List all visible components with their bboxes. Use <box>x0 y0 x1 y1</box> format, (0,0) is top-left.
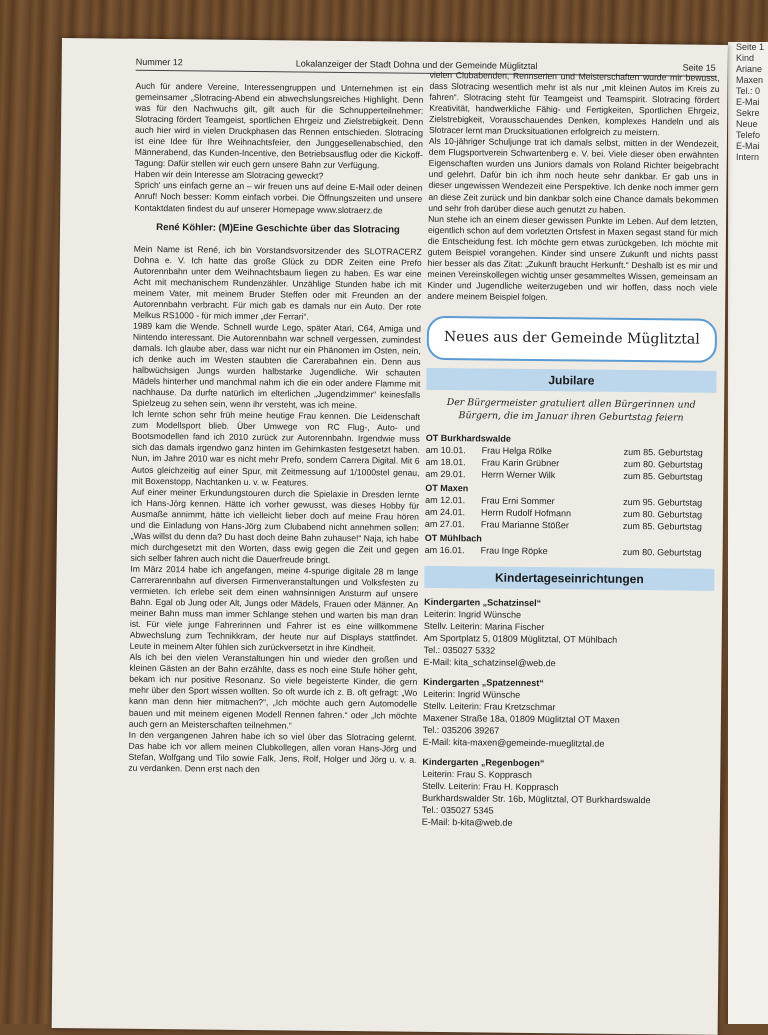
jubilare-name: Frau Erni Sommer <box>481 495 555 507</box>
kita-detail: Tel.: 035206 39267 <box>422 724 500 736</box>
jubilare-date: am 27.01. <box>424 518 466 530</box>
jubilare-name: Frau Marianne Stößer <box>480 519 570 531</box>
article-paragraph: In den vergangenen Jahren habe ich so viel über das Slotracing gelernt. Das habe ich vor allem meinen Clubkollegen, allen voran Hans-Jörg und Stefan, Wolfgang und Tilo sowie Falk, Jens, Rolf, Holger und Jörg u. v. a. zu verdanken. Denn erst nach den <box>128 729 417 774</box>
kita-detail: Leiterin: Ingrid Wünsche <box>423 688 521 700</box>
adjacent-page-line: E-Mai <box>736 141 760 151</box>
jubilare-heading: Jubilare <box>426 368 716 393</box>
jubilare-date: am 12.01. <box>425 494 466 506</box>
kita-entry <box>423 596 714 671</box>
article-title: René Köhler: (M)Eine Geschichte über das Slotracing <box>156 221 400 236</box>
contact-paragraph: Sprich' uns einfach gerne an – wir freuen uns auf deine E-Mail oder deinen Anruf! Noch besser: Komm einfach vorbei. Die Öffnungszeiten und unsere Kontaktdaten findest du auf unserer Homepage www.slotraerz.de <box>134 180 423 215</box>
article-paragraph: Als 10-jähriger Schuljunge trat ich damals selbst, mitten in der Wendezeit, dem Flugsportverein Schwartenberg e. V. bei. Viele dieser oben erwähnten Eigenschaften wurden uns Juniors damals von Roland Richter beigebracht und gelehrt. Dafür bin ich ihm noch heute sehr dankbar. Er gab uns in dieser ungewissen Wendezeit eine Perspektive. Ich denke noch immer gern an diese Zeit zurück und bin dankbar solch eine Chance damals bekommen und sehr froh darüber diese auch genutzt zu haben. <box>428 136 719 215</box>
adjacent-page-line: Neue <box>736 119 758 129</box>
kita-list <box>422 596 714 831</box>
adjacent-page-line: Seite 1 <box>736 42 765 52</box>
article-paragraph: Auf einer meiner Erkundungstouren durch die Spielaxie in Dresden lernte ich Hans-Jörg kennen. Hätte ich vorher gewusst, was dieses Hobby für Ausmaße annimmt, hätte ich vielleicht lieber doch auf meine Frau hören und die Einladung von Hans-Jörg zum Clubabend nicht annehmen sollen: „Was willst du denn da? Du hast doch deine Bahn zuhause!“ Naja, ich habe mich durchgesetzt mit den Worten, dass ewig gegen die Zeit und gegen sich selber fahren auch nicht die Dauerfreude bringt. <box>130 486 420 565</box>
kita-detail: E-Mail: kita_schatzinsel@web.de <box>423 656 556 669</box>
jubilare-name: Herrn Rudolf Hofmann <box>481 507 572 519</box>
article-paragraph: Nun stehe ich an einem dieser gewissen Punkte im Leben. Auf dem letzten, eigentlich schon auf dem vorletzten Ortsfest in Maxen segast stand für mich die Entscheidung fest. Ich möchte gern etwas zurückgeben. Ich möchte mit gutem Beispiel vorangehen. Kinder sind unsere Zukunft und nichts passt hier besser als das Zitat: „Zukunft braucht Herkunft.“ Deshalb ist es mir und meinen Vereinskollegen wichtig unser gesammeltes Wissen, gemeinsam an Kinder und Jugendliche weiterzugeben und wir hoffen, dass noch viele andere meinem Beispiel folgen. <box>427 213 719 303</box>
kita-detail: Stellv. Leiterin: Frau Kretzschmar <box>422 700 556 713</box>
jubilare-age: zum 85. Geburtstag <box>622 520 703 532</box>
kita-name: Kindergarten „Regenbogen“ <box>422 756 545 769</box>
kita-detail: Tel.: 035027 5332 <box>423 644 496 656</box>
jubilare-place: OT Maxen <box>425 482 469 494</box>
adjacent-page-line: Telefo <box>736 130 761 140</box>
article-paragraph: Im März 2014 habe ich angefangen, meine 4-spurige digitale 28 m lange Carrerarennbahn auf diversen Firmenveranstaltungen und Volksfesten zu vermieten. Ich erlebe seit dem einen wahnsinnigen Ansturm auf unsere Bahn. Egal ob Jung oder Alt, Jungs oder Mädels, Frauen oder Männer. An meiner Bahn muss man immer Schlange stehen und warten bis man dran ist. Für viele junge Fahrerinnen und Fahrer ist es eine willkommene Abwechslung zum Technikkram, der heute nur auf Displays stattfindet. Leute in meinem Alter fühlen sich zurückversetzt in ihre Kindheit. <box>129 563 419 654</box>
kita-detail: Burkhardswalder Str. 16b, Müglitztal, OT Burkhardswalde <box>422 792 651 806</box>
kita-detail: Leiterin: Frau S. Kopprasch <box>422 768 532 780</box>
jubilare-name: Frau Inge Röpke <box>480 545 548 557</box>
section-banner: Neues aus der Gemeinde Müglitztal <box>427 316 717 363</box>
article-paragraph: 1989 kam die Wende. Schnell wurde Lego, später Atari, C64, Amiga und Nintendo interessant. Die Autorennbahn war schnell vergessen, zumindest damals. Ich glaube aber, dass war nicht nur ein Phänomen im Osten, nein, ich denke auch im Westen staubten die Carerabahnen ein. Denn aus halbwüchsigen Jungs wurden halbstarke Jugendliche. Wir schauten Mädels hinterher und manchmal nahm ich die ein oder andere Flamme mit nachhause. Da durfte natürlich im elterlichen „Jugendzimmer“ keinesfalls Spielzeug zu sehen sein, wenn ihr versteht, was ich meine. <box>132 320 422 411</box>
jubilare-row <box>425 518 715 533</box>
jubilare-name: Frau Helga Rölke <box>481 445 552 457</box>
article-paragraph: vielen Clubabenden, Rennserien und Meisterschaften wurde mir bewusst, dass Slotracing wesentlich mehr ist als nur „mit kleinen Autos im Kreis zu fahren“. Slotracing steht für Teamgeist und Teamspirit. Slotracing fördert Kreativität, handwerkliche Fähig- und Fertigkeiten, Sportlichen Ehrgeiz, Zielstrebigkeit, Vorausschauendes Denken, komplexes Handeln und als Slotracer lernt man Drucksituationen erfolgreich zu meistern. <box>429 69 720 138</box>
kita-detail: Tel.: 035027 5345 <box>421 804 494 816</box>
adjacent-page-line: E-Mai <box>736 97 760 107</box>
adjacent-page-line: Intern <box>736 152 760 162</box>
kita-name: Kindergarten „Schatzinsel“ <box>424 596 542 609</box>
jubilare-age: zum 85. Geburtstag <box>623 446 703 458</box>
kita-detail: Leiterin: Ingrid Wünsche <box>423 608 522 620</box>
jubilare-name: Herrn Werner Wilk <box>481 469 556 481</box>
newspaper-title: Lokalanzeiger der Stadt Dohna und der Gemeinde Müglitztal <box>295 58 538 71</box>
kita-detail: Maxener Straße 18a, 01809 Müglitztal OT Maxen <box>422 712 620 725</box>
kita-entry <box>423 676 714 751</box>
article-paragraph: Ich lernte schon sehr früh meine heutige Frau kennen. Die Leidenschaft zum Modellsport blieb. Über Umwege von RC Flug-, Auto- und Bootsmodellen fand ich 2010 zurück zur Autorennbahn. Irgendwie muss sich das damals irgendwo ganz hinten im Gehirnkasten festgesetzt haben. Nun, im Jahre 2010 war es nicht mehr Prefo, sondern Carrera Digital. Mit 6 Autos gleichzeitig auf einer Spur, mit Zeitmessung auf 1/1000stel genau, mit Boxenstopp, Nachtanken u. v. w. Features. <box>131 409 421 488</box>
adjacent-page-line: Sekre <box>736 108 760 118</box>
jubilare-age: zum 95. Geburtstag <box>623 496 703 508</box>
jubilare-name: Frau Karin Grübner <box>481 457 560 469</box>
jubilare-date: am 24.01. <box>425 506 466 518</box>
article-paragraph: Als ich bei den vielen Veranstaltungen hin und wieder den großen und kleinen Gästen an der Bahn erzählte, dass es noch eine Stufe höher geht, bekam ich nur positive Resonanz. So viele begeisterte Kinder, die gern mehr über den Sport wissen wollten. So oft wurde ich z. B. oft gefragt: „Wo kann man denn hier mitmachen?“, „Ich möchte auch gern Automodelle bauen und mit meinem eigenen Modell Rennen fahren.“ oder „Ich möchte auch gern an Meisterschaften teilnehmen.“ <box>128 652 418 731</box>
jubilare-age: zum 80. Geburtstag <box>622 508 703 520</box>
kita-heading: Kindertageseinrichtungen <box>424 566 714 591</box>
kita-detail: Stellv. Leiterin: Frau H. Kopprasch <box>422 780 559 793</box>
page-number: Seite 15 <box>682 62 716 73</box>
jubilare-age: zum 80. Geburtstag <box>623 458 703 470</box>
adjacent-page-line: Kind <box>736 53 755 63</box>
jubilare-row <box>425 468 715 483</box>
newspaper-page <box>52 38 728 1035</box>
kita-entry <box>422 756 713 831</box>
adjacent-page-line: Ariane <box>736 64 763 74</box>
kita-detail: E-Mail: kita-maxen@gemeinde-mueglitztal.de <box>422 736 605 749</box>
jubilare-date: am 10.01. <box>425 444 466 456</box>
adjacent-page-line: Tel.: 0 <box>736 86 761 96</box>
article-paragraph: Mein Name ist René, ich bin Vorstandsvorsitzender des SLOTRACERZ Dohna e. V. Ich hatte das große Glück zu DDR Zeiten eine Prefo Autorennbahn unter dem Weihnachtsbaum liegen zu haben. Es war eine Acht mit mechanischem Rundenzähler. Unzählige Stunden habe ich mit meinem Vater, mit meinem Bruder Steffen oder mit Freunden an der Autorennbahn verbracht. Für mich gab es damals nur ein Auto. Der rote Melkus RS1000 - für mich immer „der Ferrari“. <box>133 243 422 322</box>
jubilare-date: am 16.01. <box>424 544 465 556</box>
jubilare-list <box>425 432 716 559</box>
kita-detail: E-Mail: b-kita@web.de <box>421 816 513 828</box>
right-column <box>422 70 720 831</box>
issue-number: Nummer 12 <box>135 56 183 68</box>
jubilare-row <box>425 544 715 559</box>
adjacent-page-line: Maxen <box>736 75 764 85</box>
adjacent-page <box>728 42 768 1024</box>
intro-paragraph: Auch für andere Vereine, Interessengruppen und Unternehmen ist ein gemeinsamer „Slotracing-Abend ein abwechslungsreiches Highlight. Denn was für den Nachwuchs gilt, gilt auch für die Schnupperteilnehmer: Slotracing fördert Teamgeist, sportlichen Ehrgeiz und Zielstrebigkeit. Denn auch hier wird in vielen Druckphasen das Rennen entschieden. Slotracing ist eine Idee für Ihre Weihnachtsfeier, den Junggesellenabschied, den Männerabend, das Kunden-Incentive, den Betriebsausflug oder die Kickoff-Tagung: Dafür stellen wir euch gern unsere Bahn zur Verfügung. <box>134 80 424 171</box>
jubilare-age: zum 80. Geburtstag <box>622 546 702 558</box>
left-column <box>128 81 423 777</box>
question-line: Haben wir dein Interesse am Slotracing geweckt? <box>134 169 324 182</box>
mayor-greeting: Der Bürgermeister gratuliert allen Bürgerinnen und Bürgern, die im Januar ihren Geburtstag feiern <box>446 397 696 424</box>
jubilare-place: OT Burkhardswalde <box>425 432 511 444</box>
jubilare-age: zum 85. Geburtstag <box>623 470 703 482</box>
kita-detail: Am Sportplatz 5, 01809 Müglitztal, OT Mühlbach <box>423 632 618 645</box>
jubilare-date: am 29.01. <box>425 468 466 480</box>
jubilare-date: am 18.01. <box>425 456 466 468</box>
jubilare-place: OT Mühlbach <box>424 532 482 544</box>
kita-name: Kindergarten „Spatzennest“ <box>423 676 544 689</box>
kita-detail: Stellv. Leiterin: Marina Fischer <box>423 620 545 633</box>
